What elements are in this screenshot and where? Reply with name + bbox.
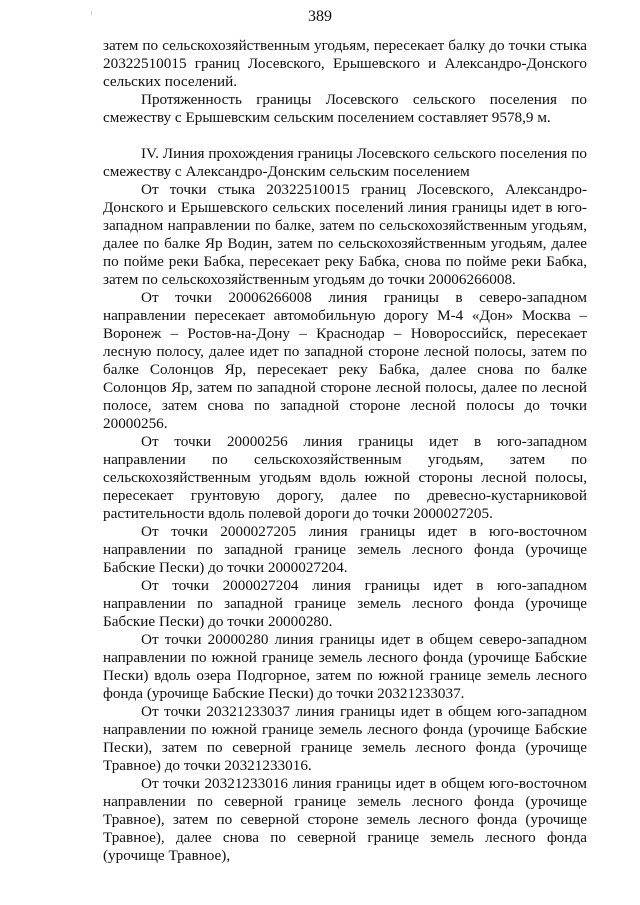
paragraph-segment-2: От точки 20006266008 линия границы в северо-западном направлении пересекает автомобильную дорогу М-4 «Дон» Москва – Воронеж – Ростов-на-Дону – Краснодар – Новороссийск, пересекает лесную полосу, далее идет по западной стороне лесной полосы, затем по балке Солонцов Яр, пересекает реку Бабка, далее снова по балке Солонцов Яр, затем по западной стороне лесной полосы, далее по лесной полосе, затем снова по западной стороне лесной полосы до точки 20000256. [103, 289, 587, 432]
document-body [103, 37, 587, 865]
paragraph-segment-8: От точки 20321233016 линия границы идет в общем юго-восточном направлении по северной границе земель лесного фонда (урочище Травное), затем по северной стороне земель лесного фонда (урочище Травное), далее снова по северной границе земель лесного фонда (урочище Травное), [103, 775, 587, 864]
paragraph-segment-4: От точки 2000027205 линия границы идет в юго-восточном направлении по западной границе земель лесного фонда (урочище Бабские Пески) до точки 2000027204. [103, 523, 587, 576]
page-number: 389 [308, 8, 332, 25]
paragraph-segment-5: От точки 2000027204 линия границы идет в юго-западном направлении по западной границе земель лесного фонда (урочище Бабские Пески) до точки 20000280. [103, 577, 587, 630]
paragraph-segment-3: От точки 20000256 линия границы идет в юго-западном направлении по сельскохозяйственным угодьям, затем по сельскохозяйственным угодьям вдоль южной стороны лесной полосы, пересекает грунтовую дорогу, далее по древесно-кустарниковой растительности вдоль полевой дороги до точки 2000027205. [103, 433, 587, 522]
paragraph-segment-6: От точки 20000280 линия границы идет в общем северо-западном направлении по южной границе земель лесного фонда (урочище Бабские Пески) вдоль озера Подгорное, затем по южной границе земель лесного фонда (урочище Бабские Пески) до точки 20321233037. [103, 631, 587, 702]
paragraph-continuation: затем по сельскохозяйственным угодьям, пересекает балку до точки стыка 20322510015 границ Лосевского, Ерышевского и Александро-Донского сельских поселений. [103, 37, 587, 90]
spacer [103, 127, 587, 145]
paragraph-segment-7: От точки 20321233037 линия границы идет в общем юго-западном направлении по южной границе земель лесного фонда (урочище Бабские Пески), затем по северной границе земель лесного фонда (урочище Травное) до точки 20321233016. [103, 703, 587, 774]
section-heading-iv: IV. Линия прохождения границы Лосевского сельского поселения по смежеству с Александро-Донским сельским поселением [103, 145, 587, 180]
paragraph-segment-1: От точки стыка 20322510015 границ Лосевского, Александро-Донского и Ерышевского сельских поселений линия границы идет в юго-западном направлении по балке, затем по сельскохозяйственным угодьям, далее по балке Яр Водин, затем по сельскохозяйственным угодьям, далее по пойме реки Бабка, пересекает реку Бабка, снова по пойме реки Бабка, затем по сельскохозяйственным угодьям до точки 20006266008. [103, 181, 587, 288]
paragraph-length-erysh: Протяженность границы Лосевского сельского поселения по смежеству с Ерышевским сельским поселением составляет 9578,9 м. [103, 91, 587, 126]
